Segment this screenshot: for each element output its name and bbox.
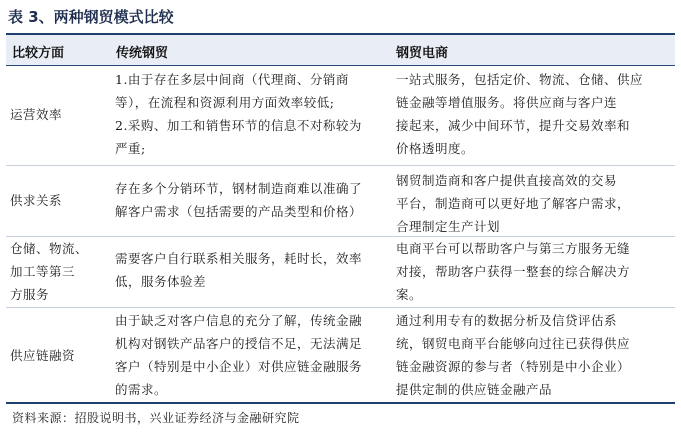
row-ecommerce: 电商平台可以帮助客户与第三方服务无缝 对接，帮助客户获得一整套的综合解决方 案。 xyxy=(396,241,631,302)
table-row xyxy=(6,309,675,401)
row-aspect: 供应链融资 xyxy=(10,348,76,363)
table-header xyxy=(6,35,675,65)
bottom-rule xyxy=(6,402,675,404)
row-divider xyxy=(6,307,675,308)
row-ecommerce: 钢贸制造商和客户提供直接高效的交易 平台，制造商可以更好地了解客户需求， 合理制定生产计划 xyxy=(396,173,631,234)
header-traditional: 传统钢贸 xyxy=(116,46,169,61)
row-ecommerce: 通过利用专有的数据分析及信贷评估系 统，钢贸电商平台能够向过往已获得供应 链金融资源的参与者（特别是中小企业） 提供定制的供应链金融产品 xyxy=(396,313,631,397)
header-aspect: 比较方面 xyxy=(12,46,65,61)
table-title: 表 3、两种钢贸模式比较 xyxy=(8,8,174,26)
table-row xyxy=(6,237,675,307)
row-ecommerce: 一站式服务，包括定价、物流、仓储、供应 链金融等增值服务。将供应商与客户连 接起来，减少中间环节，提升交易效率和 价格透明度。 xyxy=(396,72,644,156)
row-divider xyxy=(6,165,675,166)
source-note: 资料来源：招股说明书，兴业证券经济与金融研究院 xyxy=(12,411,300,425)
row-aspect: 运营效率 xyxy=(10,107,63,122)
row-aspect: 供求关系 xyxy=(10,193,63,208)
row-traditional: 由于缺乏对客户信息的充分了解，传统金融 机构对钢铁产品客户的授信不足，无法满足 客户（特别是中小企业）对供应链金融服务 的需求。 xyxy=(115,313,363,397)
header-ecommerce: 钢贸电商 xyxy=(396,46,449,61)
row-traditional: 存在多个分销环节，钢材制造商难以准确了 解客户需求（包括需要的产品类型和价格） xyxy=(115,181,363,219)
row-traditional: 1.由于存在多层中间商（代理商、分销商 等），在流程和资源利用方面效率较低; 2.采购、加工和销售环节的信息不对称较为 严重; xyxy=(115,72,362,156)
row-traditional: 需要客户自行联系相关服务，耗时长，效率 低，服务体验差 xyxy=(115,251,363,289)
header-rule xyxy=(6,65,675,66)
row-aspect: 仓储、物流、 加工等第三 方服务 xyxy=(10,241,89,302)
table-row xyxy=(6,68,675,162)
table-row xyxy=(6,169,675,235)
